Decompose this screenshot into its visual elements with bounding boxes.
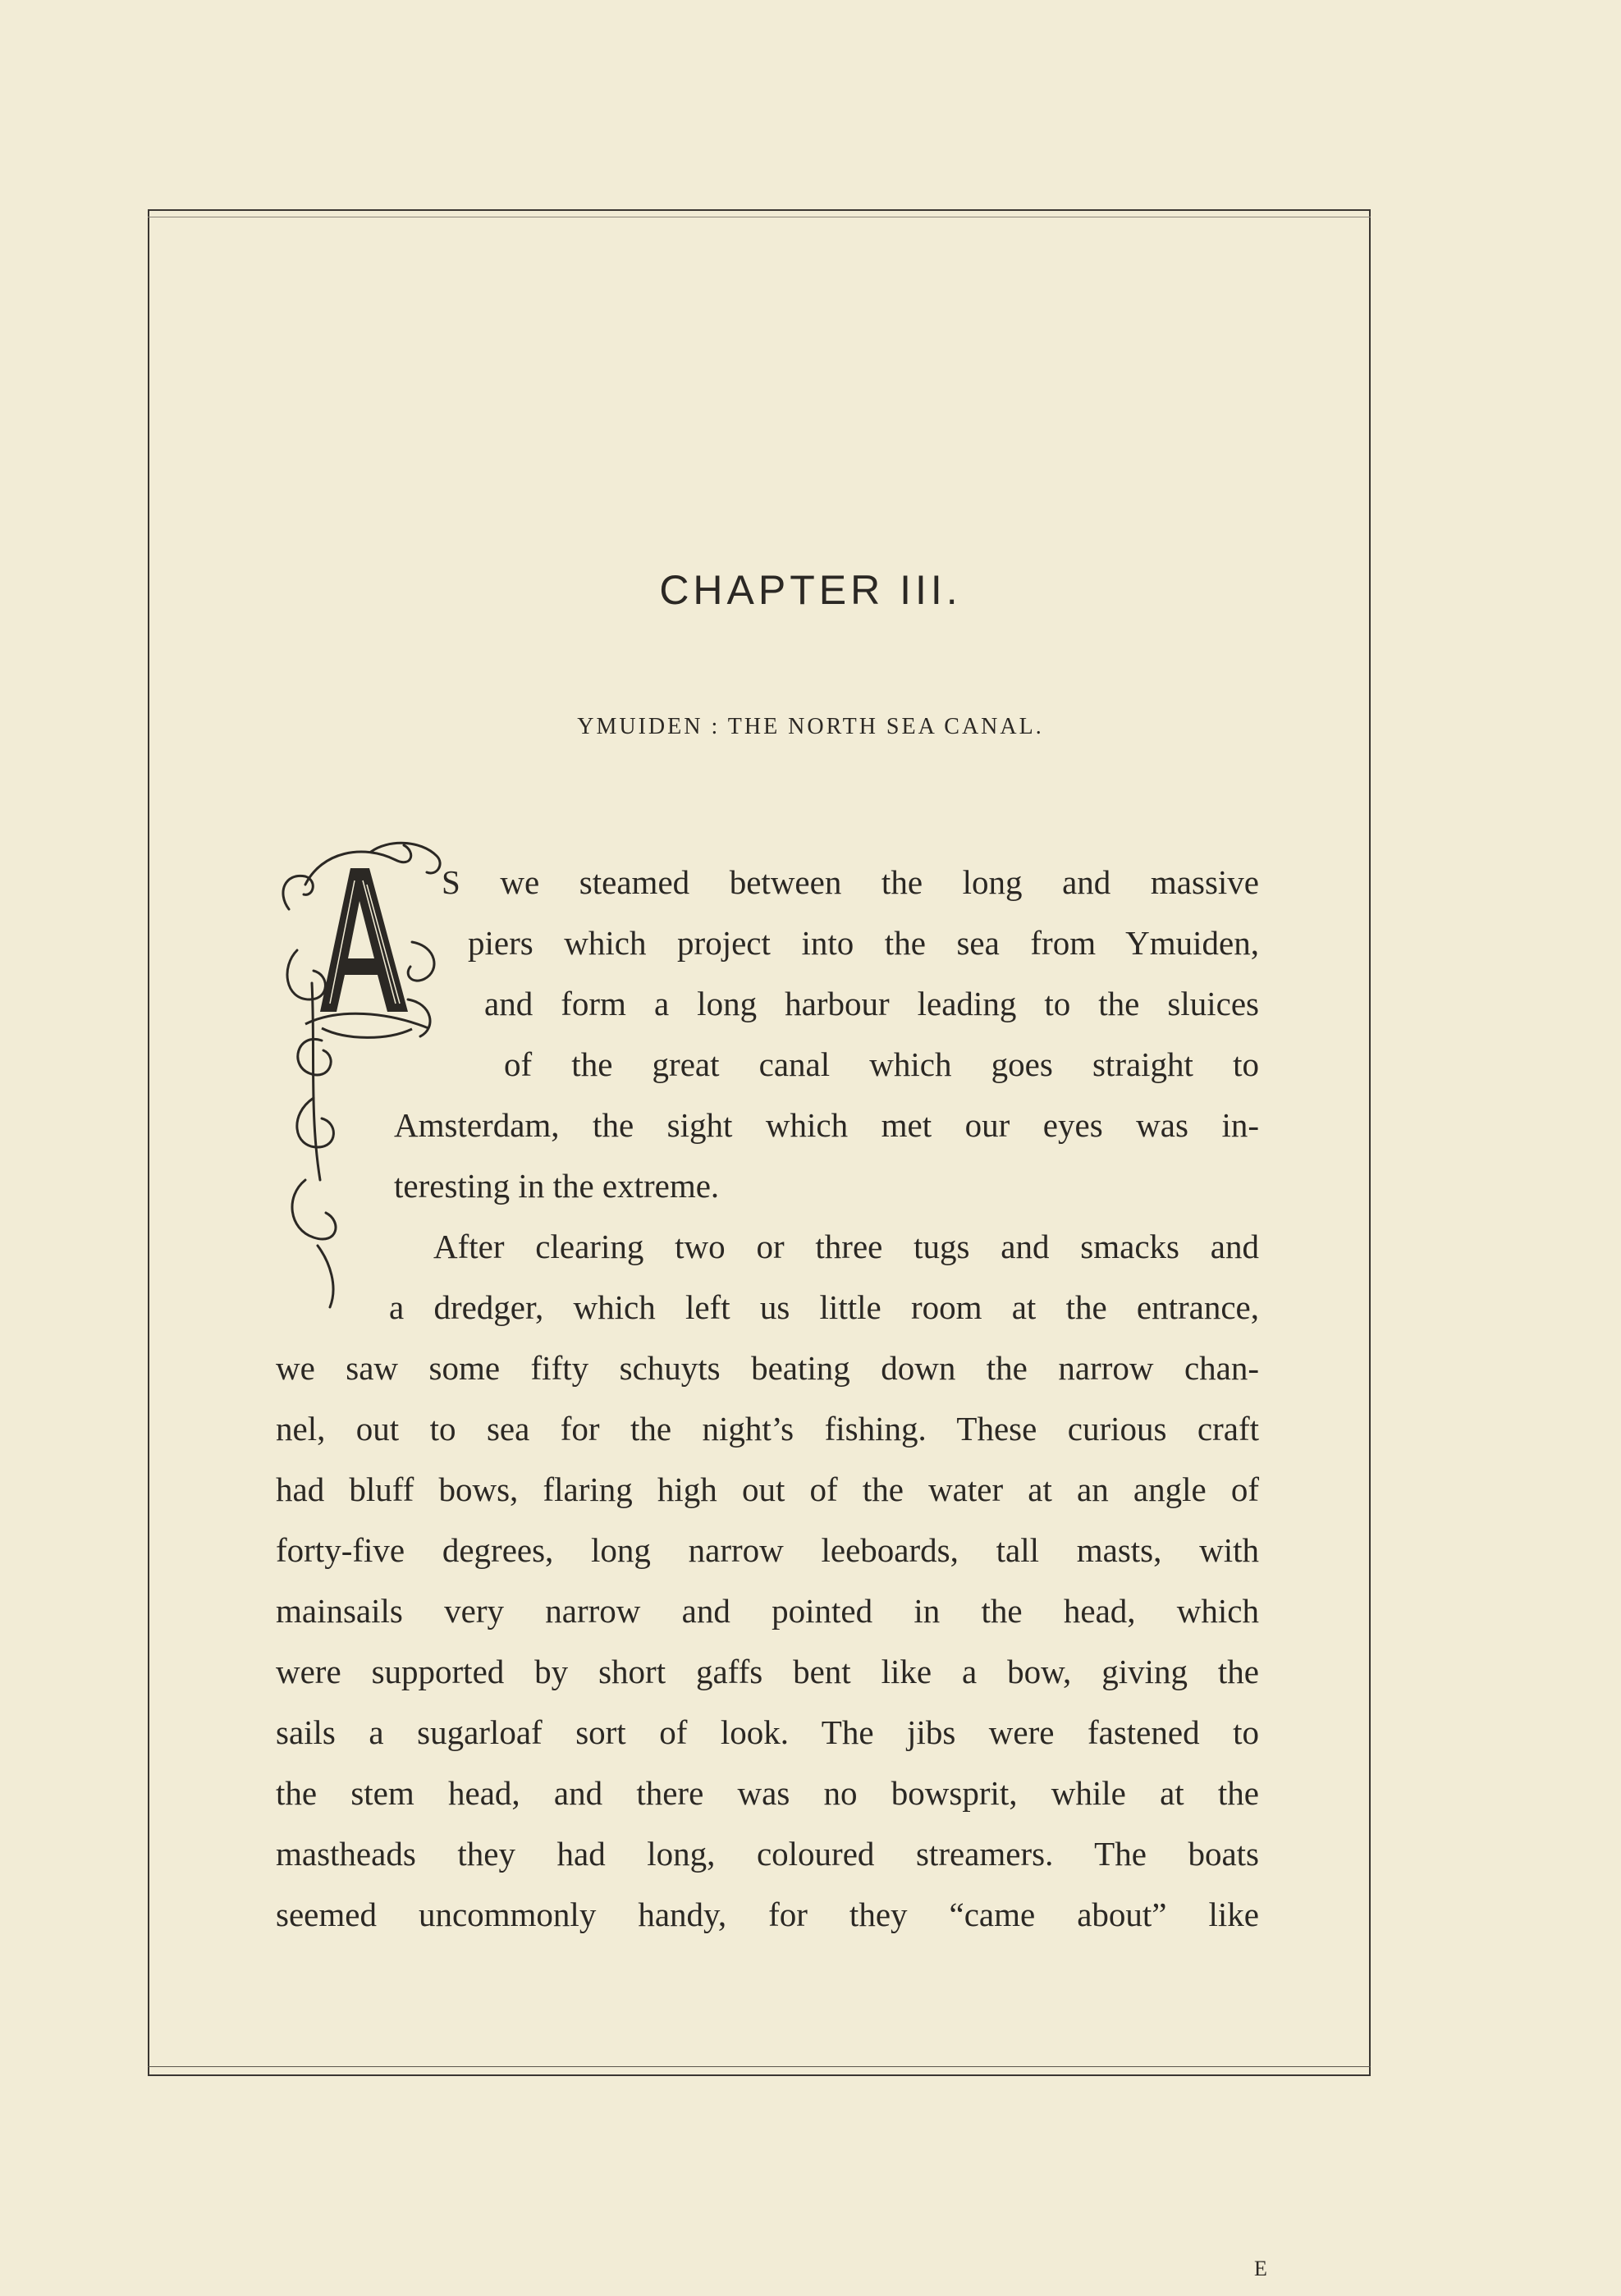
body-line: nel, out to sea for the night’s fishing. These curious craft	[276, 1410, 1259, 1448]
body-line: piers which project into the sea from Ymuiden,	[468, 924, 1259, 962]
body-line: of the great canal which goes straight to	[504, 1045, 1259, 1083]
body-line: forty-five degrees, long narrow leeboards, tall masts, with	[276, 1531, 1259, 1569]
body-line: Amsterdam, the sight which met our eyes was in-	[394, 1106, 1259, 1144]
body-line: S we steamed between the long and massive	[442, 863, 1259, 901]
body-line: seemed uncommonly handy, for they “came about” like	[276, 1896, 1259, 1933]
body-line: After clearing two or three tugs and smacks and	[433, 1228, 1259, 1265]
body-line: teresting in the extreme.	[394, 1167, 720, 1205]
body-line: and form a long harbour leading to the sluices	[484, 985, 1259, 1022]
ornamental-drop-cap-icon	[272, 835, 453, 1311]
chapter-subtitle: YMUIDEN : THE NORTH SEA CANAL.	[577, 714, 1044, 739]
body-line: we saw some fifty schuyts beating down the narrow chan-	[276, 1349, 1259, 1387]
page-border-bottom-rule	[148, 2066, 1371, 2067]
body-line: mastheads they had long, coloured streamers. The boats	[276, 1835, 1259, 1873]
body-line: the stem head, and there was no bowsprit, while at the	[276, 1774, 1259, 1812]
body-line: had bluff bows, flaring high out of the water at an angle of	[276, 1470, 1259, 1508]
body-line: a dredger, which left us little room at the entrance,	[389, 1288, 1259, 1326]
chapter-title: CHAPTER III.	[659, 567, 962, 613]
body-line: sails a sugarloaf sort of look. The jibs were fastened to	[276, 1713, 1259, 1751]
body-line: mainsails very narrow and pointed in the head, which	[276, 1592, 1259, 1630]
body-line: were supported by short gaffs bent like a bow, giving the	[276, 1653, 1259, 1690]
page-signature-mark: E	[1254, 2257, 1268, 2280]
